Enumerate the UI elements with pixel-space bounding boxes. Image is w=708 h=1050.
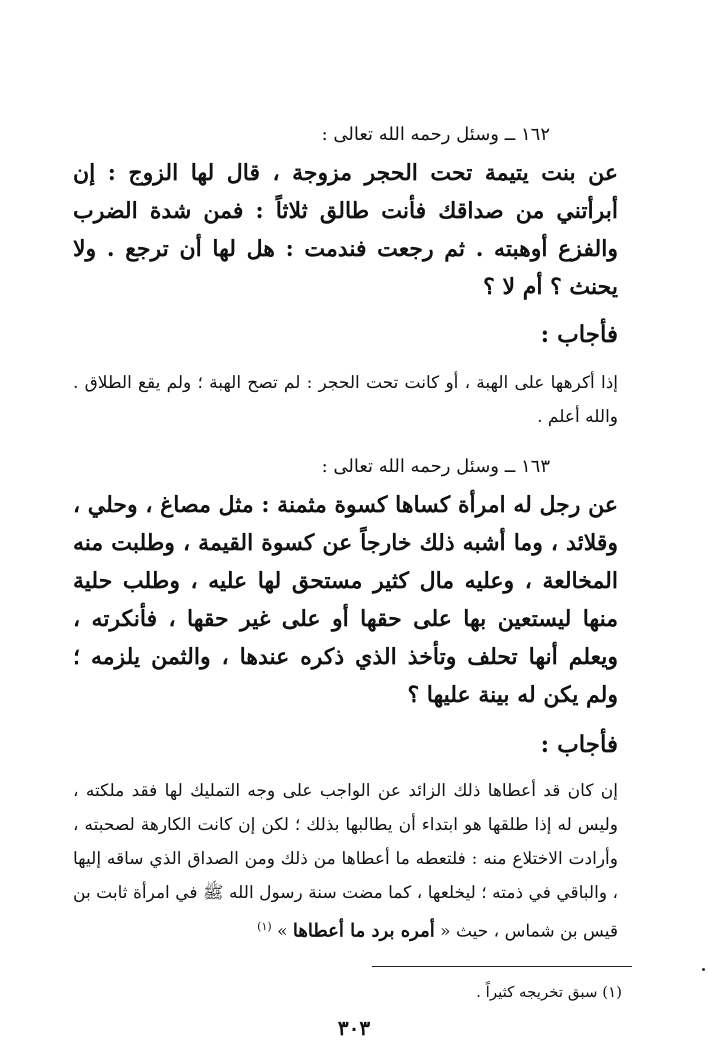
answer-163-label: فأجاب :: [540, 731, 618, 758]
answer-162-text: إذا أكرهها على الهبة ، أو كانت تحت الحجر : لم تصح الهبة ؛ ولم يقع الطلاق . والله أعلم .: [73, 373, 618, 427]
question-162-text: عن بنت يتيمة تحت الحجر مزوجة ، قال لها الزوج : إن أبرأتني من صداقك فأنت طالق ثلاثاً : فمن شدة الضرب والفزع أوهبته . ثم رجعت فندمت : هل لها أن ترجع . ولا يحنث ؟ أم لا ؟: [73, 160, 618, 300]
answer-163-text: [73, 774, 618, 949]
answer-163-quote: أمره برد ما أعطاها: [292, 920, 435, 942]
answer-163-main: إن كان قد أعطاها ذلك الزائد عن الواجب على وجه التمليك لها فقد ملكته ، وليس له إذا طلقها هو ابتداء أن يطالبها بذلك ؛ لكن إن كانت الكارهة لصحبته ، وأرادت الاختلاع منه : فلتعطه ما أعطاها من ذلك ومن الصداق الذي ساقه إليها ، والباقي في ذمته ؛ ليخلعها ، كما مضت سنة رسول الله ﷺ في امرأة ثابت بن قيس بن شماس ، حيث «: [73, 781, 618, 942]
question-163-text: عن رجل له امرأة كساها كسوة مثمنة : مثل مصاغ ، وحلي ، وقلائد ، وما أشبه ذلك خارجاً عن كسوة القيمة ، وطلبت منه المخالعة ، وعليه مال كثير مستحق لها عليه ، وطلب حلية منها ليستعين بها على حقها أو على غير حقها ، فأنكرته ، ويعلم أنها تحلف وتأخذ الذي ذكره عندها ، والثمن يلزمه ؛ ولم يكن له بينة عليها ؟: [73, 492, 618, 708]
question-163-heading: ١٦٣ ــ وسئل رحمه الله تعالى :: [321, 456, 550, 477]
answer-163-quote-end: »: [277, 921, 288, 942]
answer-162-label: فأجاب :: [540, 321, 618, 348]
question-162-heading: ١٦٢ ــ وسئل رحمه الله تعالى :: [321, 124, 550, 145]
margin-mark: [702, 968, 705, 971]
footnote-text: (١) سبق تخريجه كثيراً .: [476, 983, 622, 1001]
footnote-reference: (١): [257, 920, 272, 933]
footnote-divider: [372, 966, 632, 967]
page-number: ٣٠٣: [337, 1016, 371, 1040]
